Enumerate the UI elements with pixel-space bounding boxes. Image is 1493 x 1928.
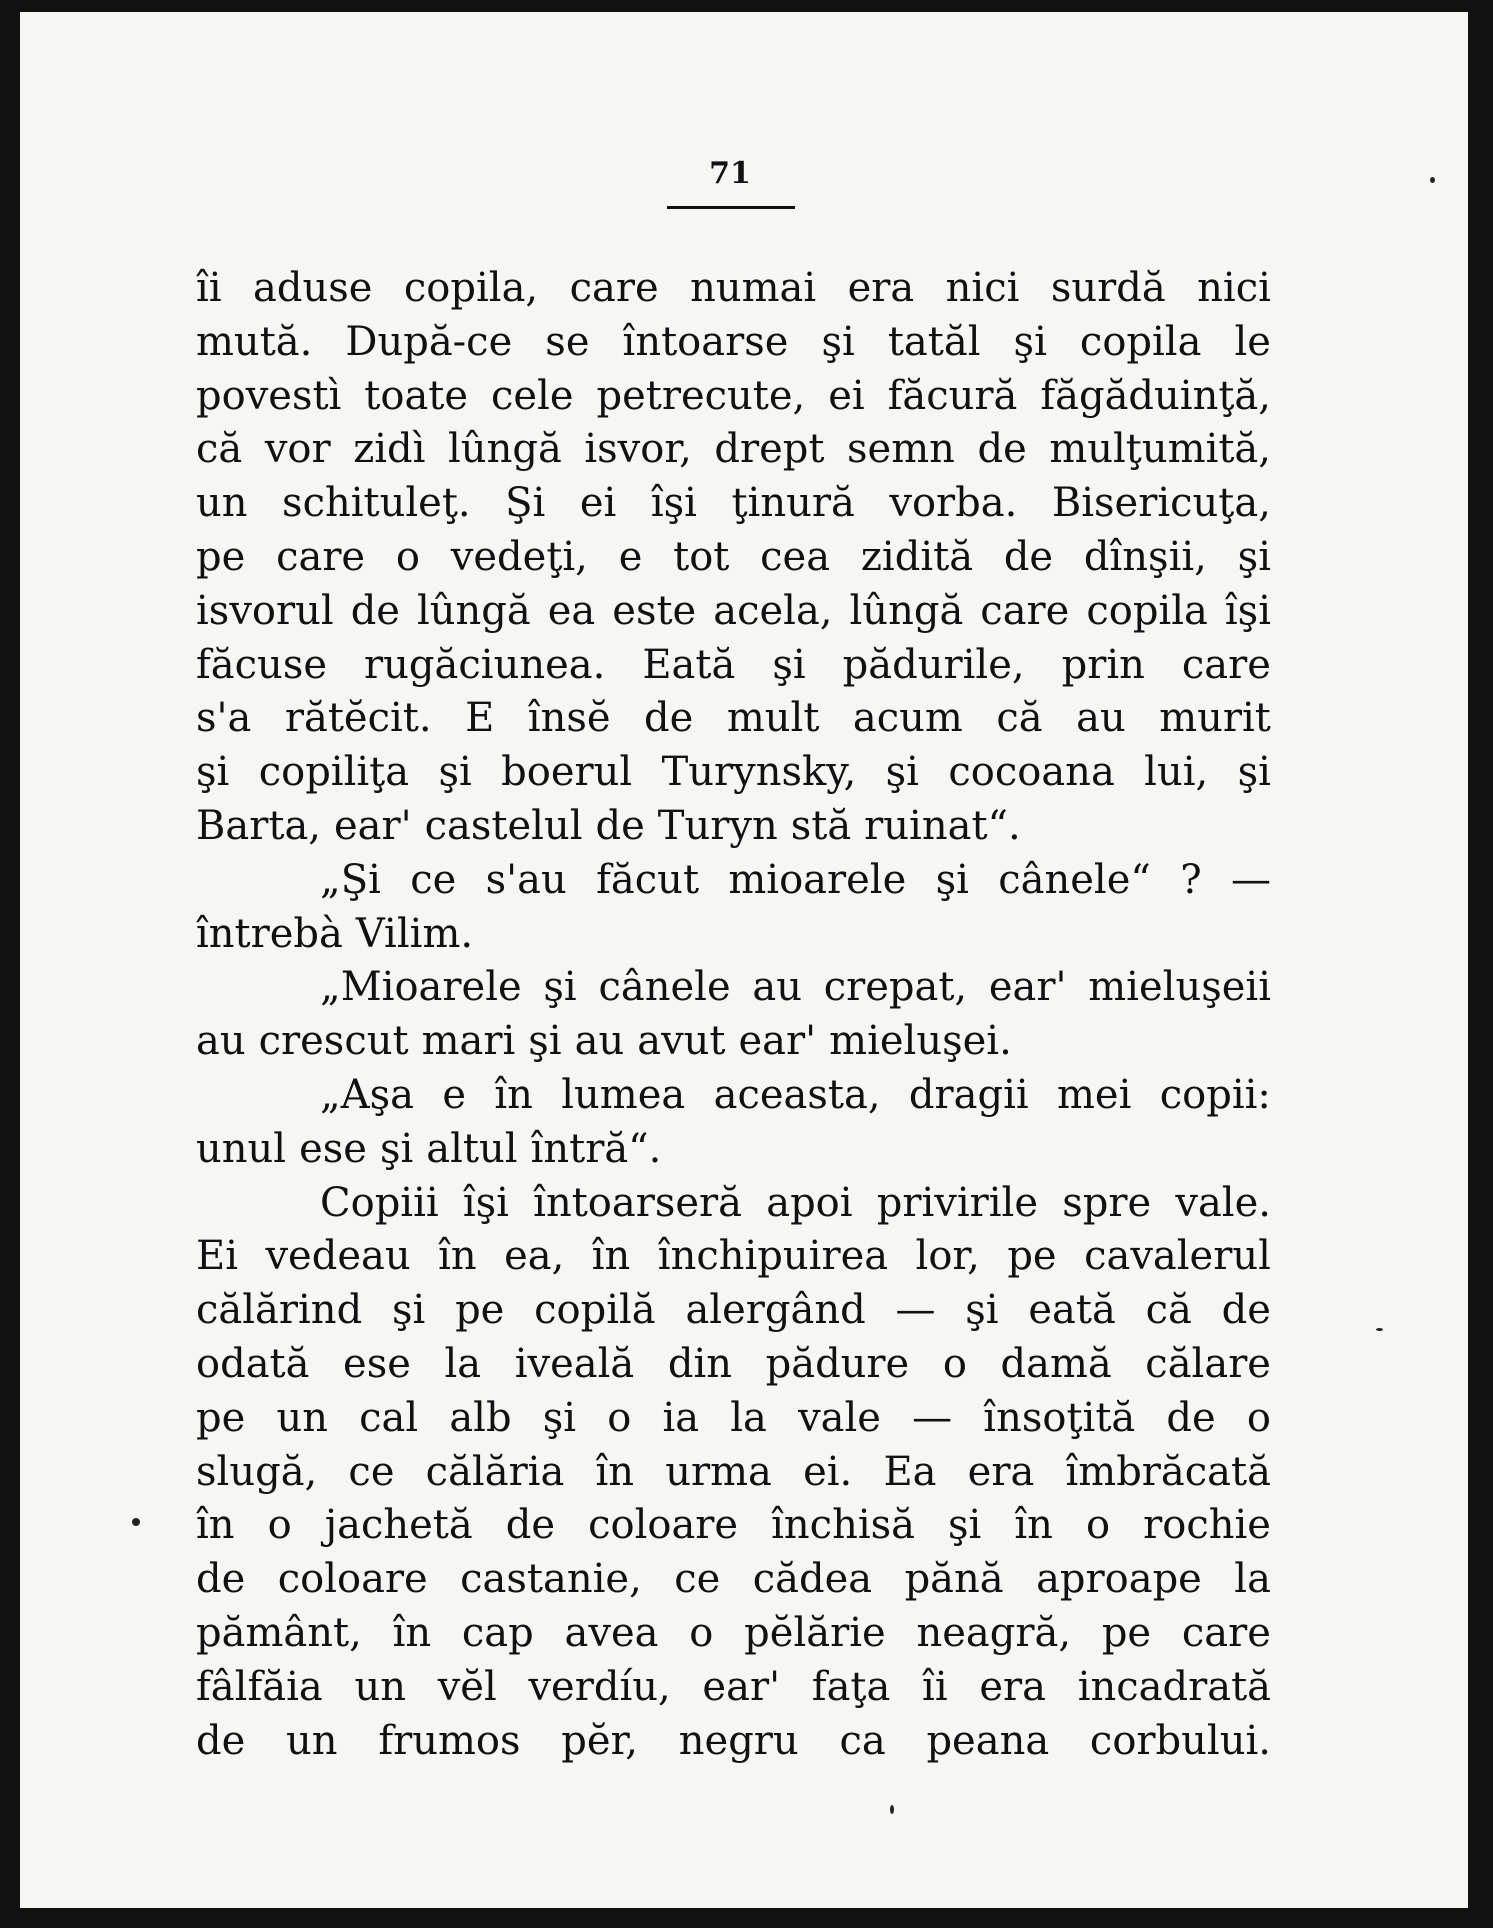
text-line <box>196 1069 1271 1123</box>
word: şi <box>1013 318 1047 365</box>
word: o <box>942 1340 967 1387</box>
word: cavalerul <box>1084 1233 1271 1280</box>
word: petrecute, <box>596 372 806 419</box>
word: ce <box>348 1448 395 1495</box>
word: altul <box>426 1125 518 1172</box>
word: un <box>196 480 248 527</box>
word: întoarseră <box>533 1179 743 1226</box>
word: Turynsky, <box>661 749 857 796</box>
word: la <box>444 1340 482 1387</box>
text-line <box>196 1553 1271 1607</box>
word: şi <box>528 1018 562 1065</box>
word: vedeau <box>265 1233 411 1280</box>
word: lûngă <box>448 426 562 473</box>
word: urma <box>665 1448 772 1495</box>
text-line <box>196 1607 1271 1661</box>
word: făcuse <box>196 641 328 688</box>
word: şi <box>772 641 806 688</box>
word: întră“. <box>530 1125 662 1172</box>
word: ? <box>1180 856 1202 903</box>
word: însĕ <box>527 695 611 742</box>
word: cele <box>490 372 574 419</box>
body-text <box>196 262 1271 1768</box>
word: ear' <box>702 1663 781 1710</box>
text-line <box>196 1177 1271 1231</box>
word: ei. <box>803 1448 853 1495</box>
word: cocoana <box>948 749 1115 796</box>
word: un <box>276 1394 328 1441</box>
word: ea <box>547 587 596 634</box>
word: lor, <box>915 1233 980 1280</box>
word: îşi <box>1224 587 1271 634</box>
word: că <box>196 426 243 473</box>
word: ce <box>674 1556 721 1603</box>
word: schituleţ. <box>282 480 471 527</box>
text-line <box>196 639 1271 693</box>
text-line <box>196 1446 1271 1500</box>
word: cânele <box>598 964 731 1011</box>
word: şi <box>543 964 577 1011</box>
word: şi <box>965 1287 999 1334</box>
word: copii: <box>1159 1071 1271 1118</box>
word: şi <box>948 1502 982 1549</box>
word: din <box>667 1340 733 1387</box>
word: este <box>612 587 697 634</box>
word: au <box>1076 695 1126 742</box>
word: mult <box>726 695 820 742</box>
text-line <box>196 1499 1271 1553</box>
word: pe <box>1007 1233 1057 1280</box>
word: privirile <box>876 1179 1039 1226</box>
word: în <box>392 1609 432 1656</box>
word: damă <box>1000 1340 1112 1387</box>
text-line <box>196 1123 1271 1177</box>
word: stă <box>790 802 852 849</box>
word: lumea <box>561 1071 686 1118</box>
word: au <box>574 1018 625 1065</box>
text-line <box>196 585 1271 639</box>
word: e <box>442 1071 466 1118</box>
word: isvorul <box>196 587 334 634</box>
word: o <box>267 1502 292 1549</box>
word: lûngă <box>849 587 964 634</box>
word: închipuirea <box>657 1233 889 1280</box>
word: surdă <box>1050 265 1166 311</box>
word: îi <box>196 265 222 311</box>
word: s'a <box>196 695 252 742</box>
word: ţinură <box>731 480 855 527</box>
word: povestì <box>196 372 342 419</box>
word: pământ, <box>196 1609 362 1656</box>
word: lui, <box>1144 749 1209 796</box>
text-line <box>196 854 1271 908</box>
word: mei <box>1057 1071 1132 1118</box>
word: îi <box>922 1663 948 1710</box>
text-line <box>196 1715 1271 1769</box>
word: boerul <box>501 749 633 796</box>
word: ear' <box>988 964 1067 1011</box>
word: crescut <box>258 1018 409 1065</box>
word: coloare <box>588 1502 739 1549</box>
page-number: 71 <box>709 156 751 191</box>
word: ei <box>828 372 865 419</box>
word: mari <box>421 1018 516 1065</box>
word: semn <box>847 426 955 473</box>
word: lûngă <box>416 587 531 634</box>
word: — <box>895 1287 936 1334</box>
word: cânele“ <box>998 856 1151 903</box>
word: copilă <box>534 1287 656 1334</box>
word: o <box>1085 1502 1111 1549</box>
word: rochie <box>1143 1502 1271 1549</box>
word: în <box>494 1071 533 1118</box>
text-line <box>196 477 1271 531</box>
word: slugă, <box>196 1448 318 1495</box>
text-line <box>196 262 1271 316</box>
text-line <box>196 1338 1271 1392</box>
word: jachetă <box>324 1502 473 1549</box>
word: mioarele <box>728 856 907 903</box>
word: de <box>505 1502 556 1549</box>
word: de <box>1003 533 1054 580</box>
word: că <box>1145 1287 1192 1334</box>
word: şi <box>821 318 855 365</box>
word: vĕl <box>437 1663 497 1710</box>
speck-mark <box>1376 1328 1383 1331</box>
text-line <box>196 423 1271 477</box>
word: se <box>545 318 590 365</box>
word: vale. <box>1175 1179 1271 1226</box>
word: de <box>196 1556 246 1603</box>
word: închisă <box>771 1502 915 1549</box>
word: care <box>1181 641 1271 688</box>
word: neagră, <box>916 1609 1072 1656</box>
word: aceasta, <box>713 1071 881 1118</box>
word: făgăduinţă, <box>1040 372 1271 419</box>
text-line <box>196 316 1271 370</box>
word: vale <box>798 1394 881 1441</box>
word: Vilim. <box>355 910 474 957</box>
word: care <box>276 533 366 580</box>
text-line <box>196 531 1271 585</box>
word: şi <box>935 856 969 903</box>
word: că <box>996 695 1043 742</box>
word: castelul <box>424 802 583 849</box>
text-line <box>196 908 1271 962</box>
word: însoţită <box>983 1394 1136 1441</box>
word: şi <box>438 749 472 796</box>
word: Copiii <box>320 1179 439 1226</box>
word: era <box>847 265 915 311</box>
word: pe <box>196 1394 246 1441</box>
word: avut <box>637 1018 726 1065</box>
word: Eată <box>642 641 736 688</box>
word: copiliţa <box>258 749 410 796</box>
word: făcură <box>887 372 1018 419</box>
word: alergând <box>685 1287 866 1334</box>
word: de <box>196 1717 246 1764</box>
word: copila <box>1079 318 1202 365</box>
word: „Mioarele <box>320 964 522 1011</box>
word: fâlfăia <box>196 1663 323 1710</box>
word: un <box>354 1663 406 1710</box>
word: călare <box>1145 1340 1271 1387</box>
word: îşi <box>650 480 697 527</box>
word: pănă <box>904 1556 1004 1603</box>
word: şi <box>391 1287 426 1334</box>
speck-mark <box>132 1518 140 1526</box>
word: castanie, <box>460 1556 642 1603</box>
word: întrebà <box>196 910 343 957</box>
word: şi <box>542 1394 577 1441</box>
word: odată <box>196 1340 310 1387</box>
text-line <box>196 961 1271 1015</box>
text-line <box>196 1230 1271 1284</box>
word: tot <box>673 533 730 580</box>
word: zidì <box>353 426 426 473</box>
word: ese <box>299 1125 367 1172</box>
word: era <box>967 1448 1035 1495</box>
word: în <box>1014 1502 1053 1549</box>
word: la <box>730 1394 767 1441</box>
word: care <box>1181 1609 1271 1656</box>
word: Barta, <box>196 802 321 849</box>
word: şi <box>1237 749 1271 796</box>
word: eată <box>1028 1287 1116 1334</box>
word: care <box>569 265 659 311</box>
word: vor <box>264 426 331 473</box>
word: pe <box>455 1287 505 1334</box>
word: iveală <box>514 1340 635 1387</box>
word: şi <box>379 1125 414 1172</box>
word: nici <box>1197 265 1271 311</box>
speck-mark <box>890 1805 894 1814</box>
word: aproape <box>1036 1556 1202 1603</box>
word: pĕr, <box>561 1717 639 1764</box>
word: mieluşei. <box>829 1018 1012 1065</box>
word: ei <box>579 480 617 527</box>
word: la <box>1234 1556 1271 1603</box>
word: spre <box>1062 1179 1152 1226</box>
word: unul <box>196 1125 287 1172</box>
text-line <box>196 800 1271 854</box>
word: apoi <box>766 1179 853 1226</box>
word: de <box>644 695 694 742</box>
word: şi <box>885 749 919 796</box>
word: mută. <box>196 318 313 365</box>
word: în <box>591 1233 631 1280</box>
word: le <box>1234 318 1271 365</box>
word: negru <box>678 1717 799 1764</box>
word: coloare <box>277 1556 428 1603</box>
word: îşi <box>462 1179 509 1226</box>
word: numai <box>690 265 817 311</box>
word: alb <box>449 1394 512 1441</box>
text-line <box>196 1392 1271 1446</box>
word: călărind <box>196 1287 363 1334</box>
word: faţa <box>811 1663 891 1710</box>
word: pe <box>1101 1609 1152 1656</box>
word: Turyn <box>657 802 778 849</box>
word: dînşii, <box>1083 533 1207 580</box>
word: nici <box>945 265 1020 311</box>
word: ea, <box>504 1233 565 1280</box>
word: era <box>979 1663 1046 1710</box>
speck-mark <box>1430 177 1435 183</box>
word: făcut <box>596 856 700 903</box>
word: drept <box>714 426 825 473</box>
word: frumos <box>378 1717 521 1764</box>
word: tatăl <box>887 318 981 365</box>
word: în <box>595 1448 635 1495</box>
word: verdíu, <box>528 1663 671 1710</box>
text-line <box>196 1015 1271 1069</box>
word: ear' <box>738 1018 817 1065</box>
word: mulţumită, <box>1049 426 1271 473</box>
word: După-ce <box>345 318 513 365</box>
word: de <box>1166 1394 1216 1441</box>
word: ruinat“. <box>864 802 1021 849</box>
text-line <box>196 370 1271 424</box>
word: care <box>980 587 1070 634</box>
text-line <box>196 692 1271 746</box>
text-line <box>196 746 1271 800</box>
word: cădea <box>752 1556 873 1603</box>
word: zidită <box>860 533 974 580</box>
text-line <box>196 1284 1271 1338</box>
word: mieluşeii <box>1088 964 1271 1011</box>
word: călăria <box>425 1448 565 1495</box>
word: „Şi <box>320 856 381 903</box>
word: vedeţi, <box>450 533 588 580</box>
word: un <box>286 1717 338 1764</box>
word: şi <box>196 749 230 796</box>
word: Bisericuţa, <box>1051 480 1271 527</box>
word: corbului. <box>1089 1717 1271 1764</box>
word: Ei <box>196 1233 238 1280</box>
word: peana <box>926 1717 1050 1764</box>
word: întoarse <box>622 318 789 365</box>
word: „Aşa <box>320 1071 414 1118</box>
word: rătĕcit. <box>284 695 432 742</box>
word: ce <box>410 856 457 903</box>
word: o <box>689 1609 714 1656</box>
word: E <box>465 695 495 742</box>
word: copila, <box>403 265 539 311</box>
text-line <box>196 1661 1271 1715</box>
word: ese <box>343 1340 411 1387</box>
word: ca <box>839 1717 886 1764</box>
word: dragii <box>908 1071 1029 1118</box>
word: ia <box>662 1394 700 1441</box>
word: acela, <box>713 587 833 634</box>
word: de <box>1221 1287 1271 1334</box>
word: isvor, <box>584 426 692 473</box>
word: pădure <box>765 1340 910 1387</box>
word: de <box>977 426 1027 473</box>
word: murit <box>1159 695 1271 742</box>
word: o <box>395 533 420 580</box>
word: cea <box>760 533 831 580</box>
page-number-rule <box>667 206 795 209</box>
word: — <box>1230 856 1271 903</box>
word: cap <box>461 1609 534 1656</box>
word: e <box>618 533 643 580</box>
word: pădurile, <box>842 641 1025 688</box>
word: incadrată <box>1077 1663 1271 1710</box>
word: acum <box>852 695 963 742</box>
word: prin <box>1061 641 1145 688</box>
word: au <box>752 964 802 1011</box>
word: crepat, <box>823 964 968 1011</box>
word: copila <box>1086 587 1208 634</box>
word: în <box>196 1502 235 1549</box>
word: şi <box>1237 533 1271 580</box>
word: pe <box>196 533 246 580</box>
word: cal <box>359 1394 419 1441</box>
word: aduse <box>253 265 373 311</box>
word: în <box>438 1233 477 1280</box>
word: — <box>912 1394 953 1441</box>
word: vorba. <box>889 480 1018 527</box>
word: au <box>196 1018 246 1065</box>
word: o <box>607 1394 632 1441</box>
word: toate <box>364 372 469 419</box>
word: s'au <box>485 856 567 903</box>
word: avea <box>564 1609 659 1656</box>
word: o <box>1246 1394 1271 1441</box>
word: Şi <box>505 480 546 527</box>
word: de <box>595 802 645 849</box>
word: de <box>350 587 400 634</box>
word: ear' <box>334 802 412 849</box>
word: pĕlărie <box>744 1609 886 1656</box>
word: rugăciunea. <box>364 641 606 688</box>
word: Ea <box>883 1448 937 1495</box>
word: îmbrăcată <box>1065 1448 1271 1495</box>
